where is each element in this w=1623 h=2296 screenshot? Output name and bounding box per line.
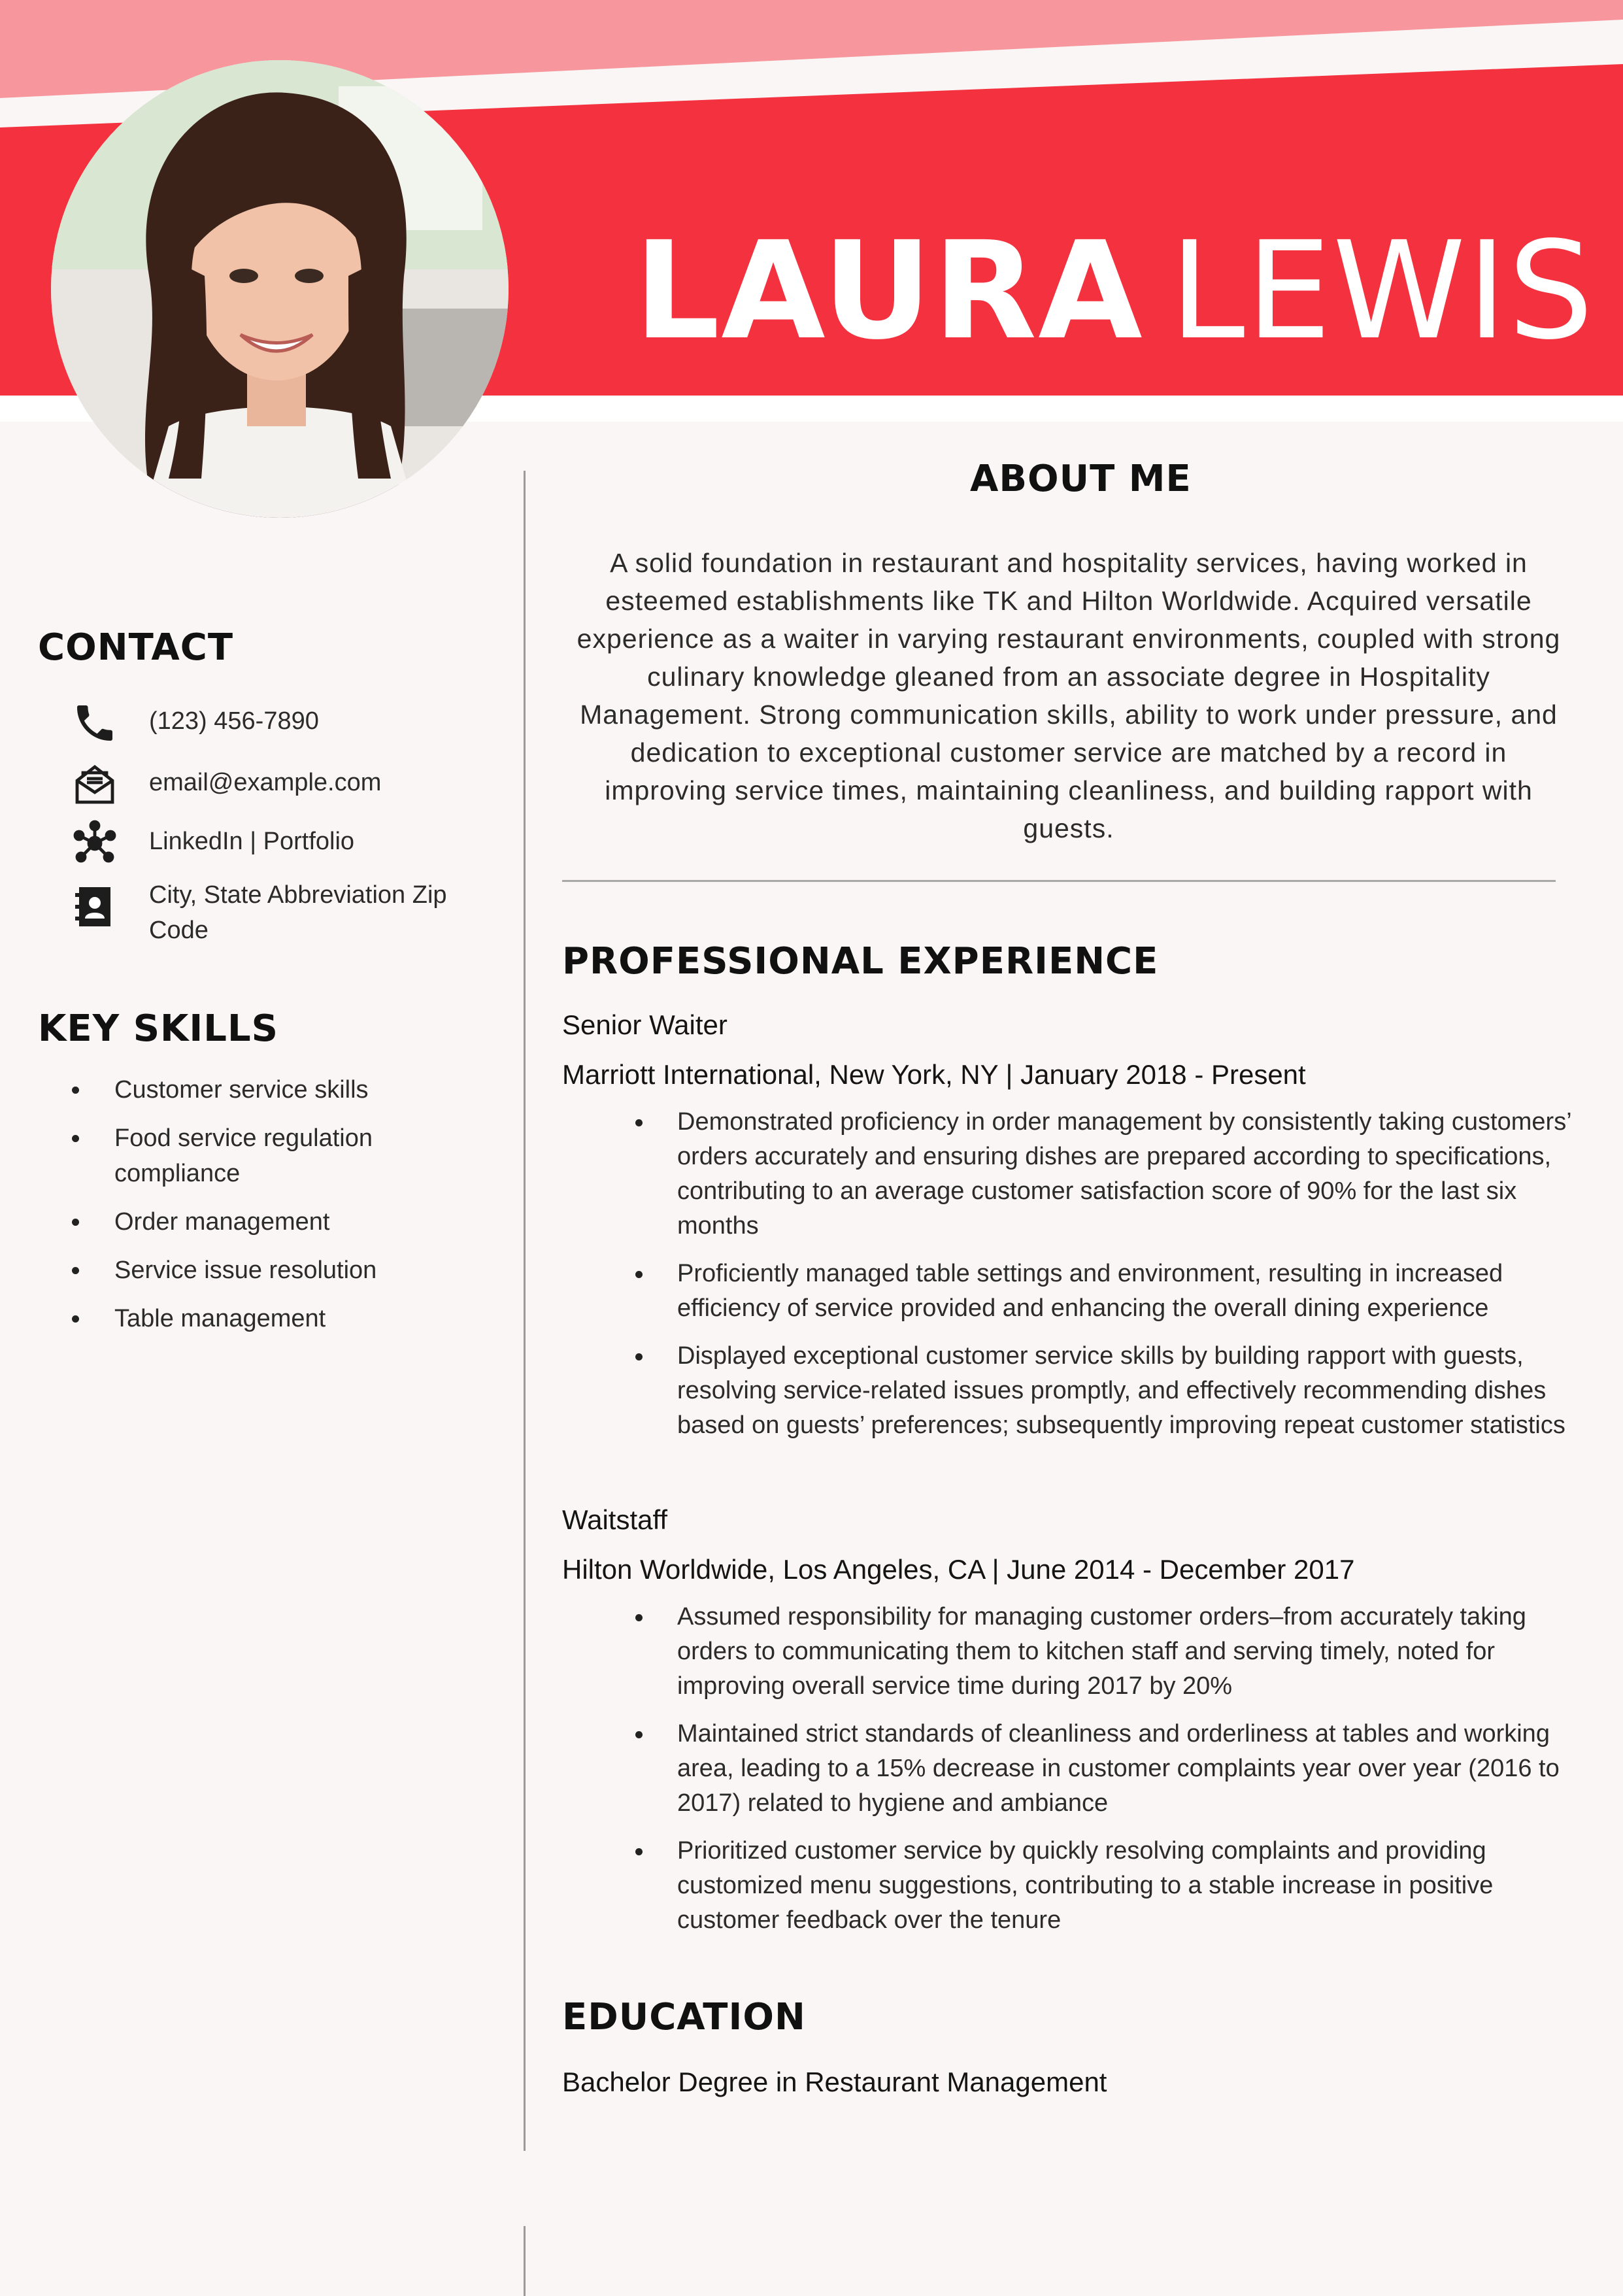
job-employer-dates: Marriott International, New York, NY | January 2018 - Present (562, 1059, 1306, 1090)
job-bullet: Proficiently managed table settings and environment, resulting in increased efficiency of service provided and enhancing the overall dining experience (562, 1257, 1582, 1326)
job-bullet: Maintained strict standards of cleanliness and orderliness at tables and working area, leading to a 15% decrease in customer complaints year over year (2016 to 2017) related to hygiene and ambiance (562, 1717, 1582, 1821)
candidate-name (634, 212, 1595, 369)
contact-phone-text: (123) 456-7890 (149, 707, 319, 735)
contact-card-icon (65, 871, 124, 943)
last-name: LEWIS (1169, 212, 1595, 369)
first-name: LAURA (634, 212, 1144, 369)
key-skills-heading: KEY SKILLS (38, 1007, 278, 1050)
job-bullet: Assumed responsibility for managing customer orders–from accurately taking orders to communicating them to kitchen staff and serving timely, noted for improving overall service time during 2017 by 20% (562, 1600, 1582, 1704)
job-title: Senior Waiter (562, 1009, 728, 1040)
skill-item: Customer service skills (39, 1072, 471, 1107)
job-bullets (562, 1600, 1582, 1951)
job-employer-dates: Hilton Worldwide, Los Angeles, CA | June 2014 - December 2017 (562, 1554, 1355, 1585)
column-divider (524, 471, 526, 2151)
key-skills-list (39, 1072, 471, 1349)
contact-links-text: LinkedIn | Portfolio (149, 828, 355, 855)
contact-phone (65, 697, 484, 749)
education-heading: EDUCATION (562, 1996, 806, 2038)
phone-icon (65, 697, 124, 749)
envelope-icon (65, 758, 124, 811)
contact-links (65, 817, 484, 869)
job-bullet: Displayed exceptional customer service skills by building rapport with guests, resolving service-related issues promptly, and effectively recommending dishes based on guests’ preferences; subsequently improving repeat customer statistics (562, 1339, 1582, 1443)
skill-item: Food service regulation compliance (39, 1121, 471, 1191)
profile-photo (51, 60, 509, 518)
about-text: A solid foundation in restaurant and hospitality services, having worked in esteemed establishments like TK and Hilton Worldwide. Acquired versatile experience as a waiter in varying restaurant environments, coupled with strong culinary knowledge gleaned from an associate degree in Hospitality Management. Strong communication skills, ability to work under pressure, and dedication to exceptional customer service are matched by a record in improving service times, maintaining cleanliness, and building rapport with guests. (577, 548, 1561, 843)
network-icon (65, 817, 124, 869)
contact-address-text: City, State Abbreviation Zip Code (149, 881, 447, 944)
job-bullet: Demonstrated proficiency in order management by consistently taking customers’ orders accurately and ensuring dishes are prepared according to specifications, contributing to an average customer satisfaction score of 90% for the last six months (562, 1105, 1582, 1243)
contact-heading: CONTACT (38, 626, 234, 669)
column-divider-lower (524, 2226, 526, 2296)
contact-email (65, 758, 484, 811)
experience-heading: PROFESSIONAL EXPERIENCE (562, 940, 1159, 983)
skill-item: Order management (39, 1204, 471, 1240)
contact-email-text: email@example.com (149, 769, 382, 796)
job-bullets (562, 1105, 1582, 1456)
section-divider (562, 880, 1556, 882)
skill-item: Table management (39, 1301, 471, 1336)
education-degree: Bachelor Degree in Restaurant Management (562, 2067, 1107, 2097)
job-bullet: Prioritized customer service by quickly resolving complaints and providing customized menu suggestions, contributing to a stable increase in positive customer feedback over the tenure (562, 1834, 1582, 1938)
about-heading: ABOUT ME (970, 458, 1192, 500)
job-title: Waitstaff (562, 1504, 668, 1535)
contact-address (65, 871, 484, 948)
skill-item: Service issue resolution (39, 1253, 471, 1288)
